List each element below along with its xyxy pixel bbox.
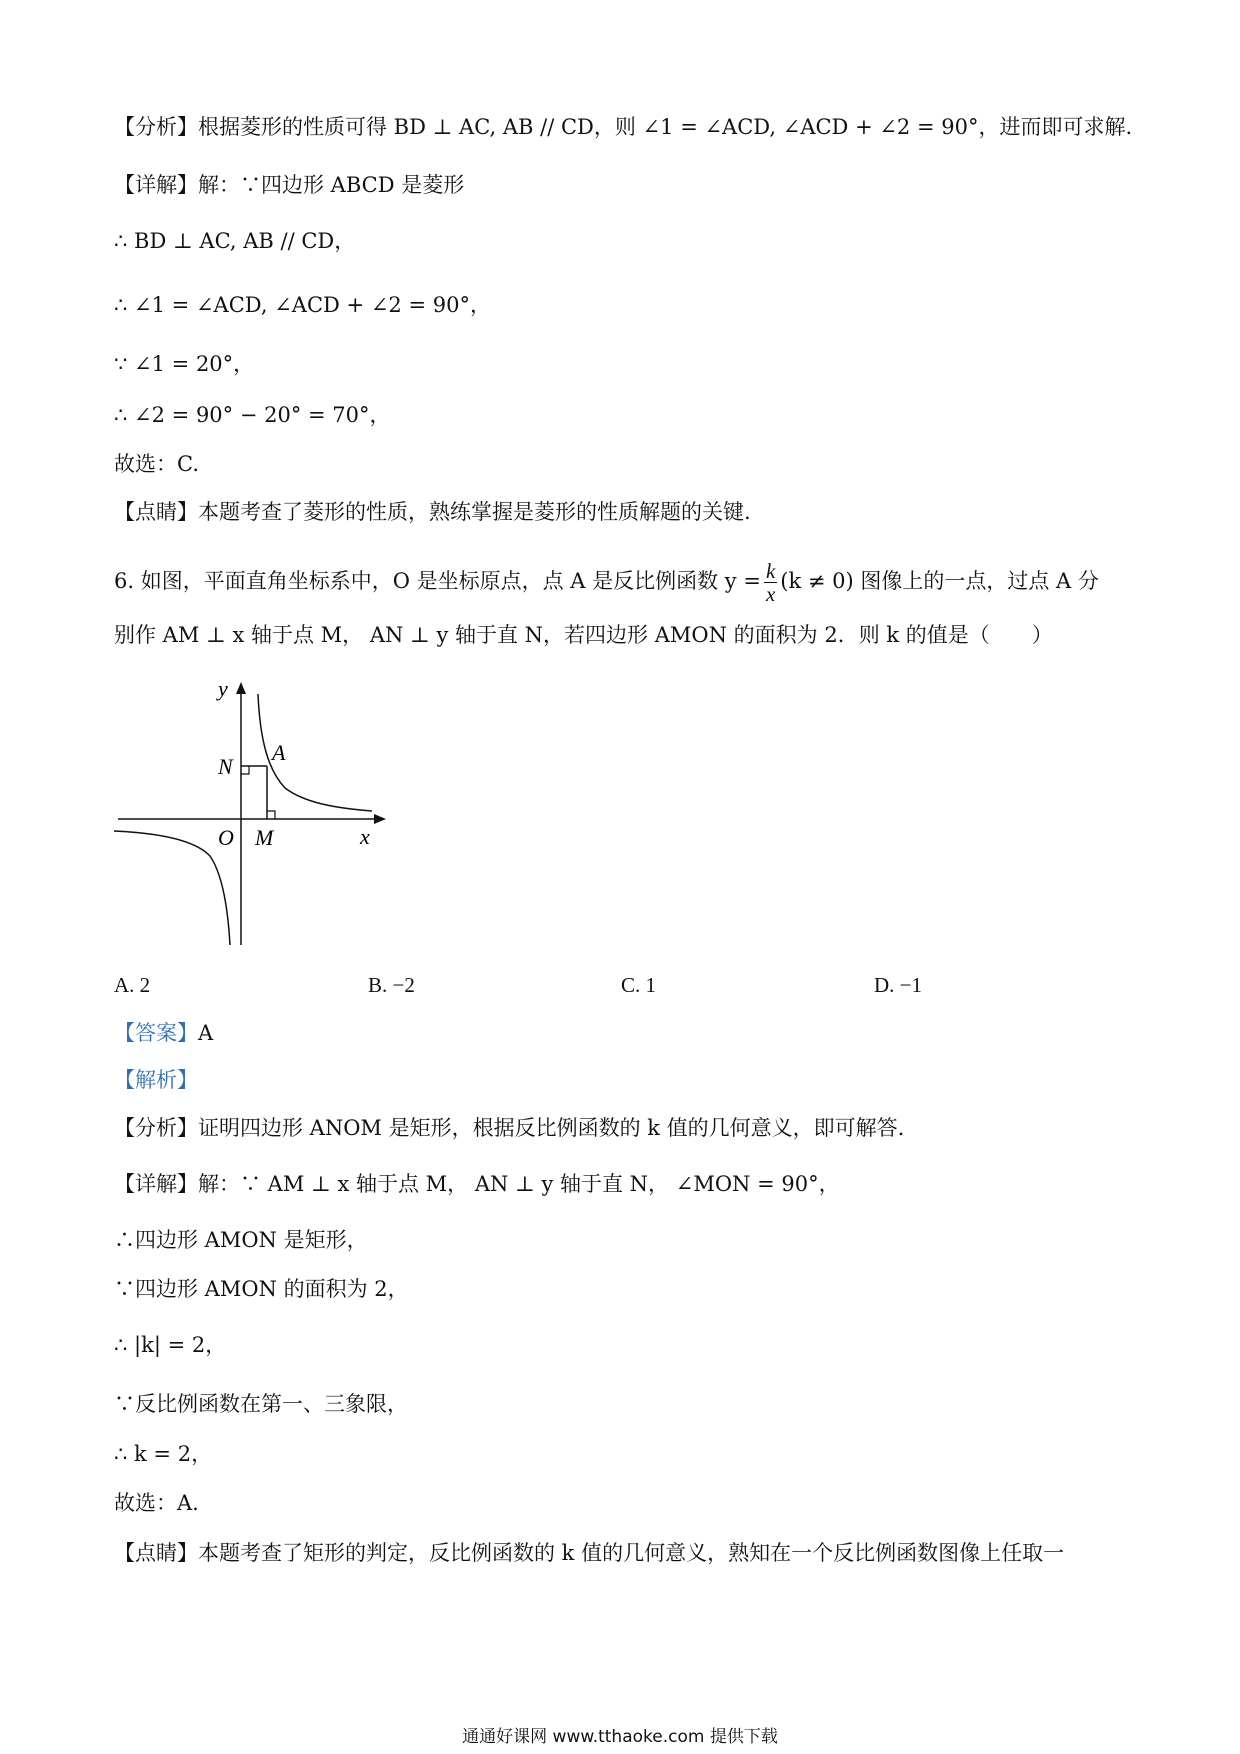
- proof-step: ∵反比例函数在第一、三象限，: [114, 1392, 408, 1416]
- proof-step: ∵ ∠1 = 20°，: [114, 352, 255, 376]
- analysis-paragraph-5: [114, 113, 1132, 141]
- option-b: B. −2: [368, 973, 415, 997]
- fraction-numerator: k: [765, 559, 776, 583]
- choice-line: 故选：A.: [114, 1491, 199, 1515]
- detail-paragraph-5: [114, 171, 464, 199]
- question-6-stem-line-2: 别作 AM ⊥ x 轴于点 M， AN ⊥ y 轴于直 N，若四边形 AMON 的面积为 2．则 k 的值是（ ）: [114, 623, 1053, 647]
- detail-line: 解：∵四边形 ABCD 是菱形: [198, 173, 465, 197]
- label-x: x: [360, 824, 370, 849]
- choice-line: 故选：C.: [114, 452, 199, 476]
- stem-part-2: (k ≠ 0) 图像上的一点，过点 A 分: [780, 569, 1099, 593]
- fraction-denominator: x: [765, 582, 776, 606]
- label-m: M: [255, 825, 274, 850]
- right-angle-mark-m: [267, 811, 275, 819]
- option-c: C. 1: [621, 973, 657, 997]
- solution-tag: 【解析】: [114, 1068, 198, 1092]
- proof-step: ∴ ∠1 = ∠ACD, ∠ACD + ∠2 = 90°，: [114, 293, 491, 317]
- option-d: D. −1: [874, 973, 923, 997]
- stem-part-1: 6. 如图，平面直角坐标系中，O 是坐标原点，点 A 是反比例函数 y =: [114, 569, 761, 593]
- answer-value: A: [198, 1021, 214, 1045]
- detail-line: 解：∵ AM ⊥ x 轴于点 M， AN ⊥ y 轴于直 N， ∠MON = 90°，: [198, 1172, 840, 1196]
- y-axis-arrow: [236, 682, 246, 694]
- label-y: y: [218, 676, 228, 701]
- x-axis-arrow: [374, 814, 386, 824]
- answer-tag: 【答案】: [114, 1021, 198, 1045]
- proof-step: ∴ ∠2 = 90° − 20° = 70°，: [114, 403, 391, 427]
- detail-paragraph-6: [114, 1170, 840, 1198]
- answer-line: [114, 1019, 213, 1047]
- fraction-k-over-x: [764, 560, 777, 605]
- proof-step: ∵四边形 AMON 的面积为 2，: [114, 1277, 409, 1301]
- analysis-tag: 【分析】: [114, 1116, 198, 1140]
- option-a: A. 2: [114, 973, 151, 997]
- proof-step: ∴ |k| = 2，: [114, 1333, 227, 1357]
- detail-tag: 【详解】: [114, 173, 198, 197]
- review-tag: 【点睛】: [114, 500, 198, 524]
- page-footer: 通通好课网 www.tthaoke.com 提供下载: [462, 1727, 778, 1747]
- review-text: 本题考查了菱形的性质，熟练掌握是菱形的性质解题的关键.: [198, 500, 751, 524]
- review-paragraph-5: [114, 498, 751, 526]
- label-a: A: [272, 740, 286, 765]
- right-angle-mark-n: [241, 766, 249, 774]
- analysis-paragraph-6: [114, 1114, 904, 1142]
- proof-step: ∴ k = 2，: [114, 1442, 213, 1466]
- hyperbola-branch-q3: [114, 831, 230, 945]
- review-tag: 【点睛】: [114, 1541, 198, 1565]
- review-paragraph-6: [114, 1539, 1064, 1567]
- review-text: 本题考查了矩形的判定，反比例函数的 k 值的几何意义，熟知在一个反比例函数图像上任取一: [198, 1541, 1065, 1565]
- proof-step: ∴ BD ⊥ AC, AB // CD，: [114, 229, 356, 253]
- label-n: N: [218, 754, 233, 779]
- question-6-stem: [114, 556, 1099, 606]
- analysis-text: 根据菱形的性质可得 BD ⊥ AC, AB // CD，则 ∠1 = ∠ACD, ∠ACD + ∠2 = 90°，进而即可求解.: [198, 115, 1133, 139]
- coordinate-figure: [110, 670, 400, 950]
- label-o: O: [218, 825, 234, 850]
- proof-step: ∴四边形 AMON 是矩形，: [114, 1228, 368, 1252]
- analysis-text: 证明四边形 ANOM 是矩形，根据反比例函数的 k 值的几何意义，即可解答.: [198, 1116, 905, 1140]
- analysis-tag: 【分析】: [114, 115, 198, 139]
- detail-tag: 【详解】: [114, 1172, 198, 1196]
